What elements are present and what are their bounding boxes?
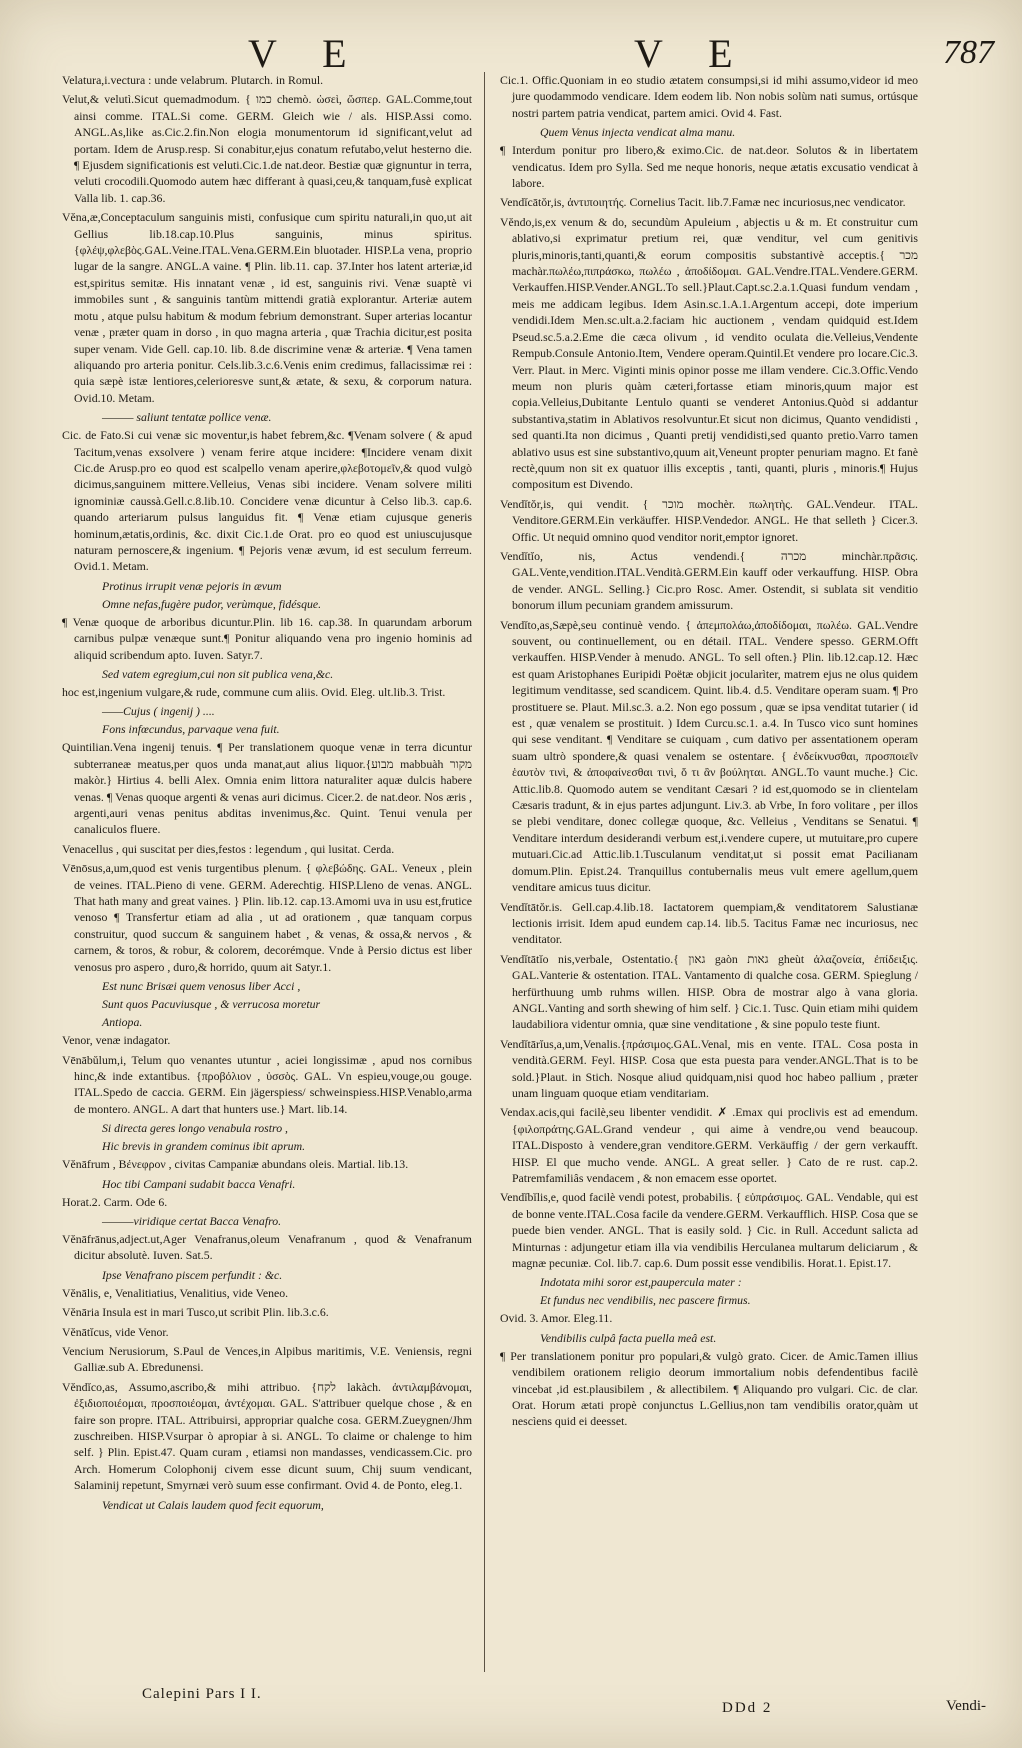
dictionary-entry: Vĕnāria Insula est in mari Tusco,ut scribit Plin. lib.3.c.6.	[62, 1305, 329, 1320]
verse-line: Vendicat ut Calais laudem quod fecit equorum,	[102, 1497, 324, 1512]
catchword: Vendi-	[946, 1698, 986, 1714]
dictionary-entry: Vĕnātĭcus, vide Venor.	[62, 1324, 169, 1339]
dictionary-entry: Vendĭtĭo, nis, Actus vendendi.{ מכרה minchàr.πρᾶσις. GAL.Vente,vendition.ITAL.Vendità.GERM.Ein kauff oder verkauffung. HISP. Obra de vender. ANGL. Selling.} Cic.pro Rosc. Amer. Ostendit, si sublata sit venditio bonorum illum pecuniam grandem amissurum.	[500, 548, 918, 613]
dictionary-entry: Cic. de Fato.Si cui venæ sic moventur,is habet febrem,&c. ¶Venam solvere ( & apud Tacitum,venas exsolvere ) venam ferire atque incidere: ¶Incidere venam dixit Cic.de Arusp.pro eo quod est scalpello venam aperire,φλεβοτομεῖν,& quod vulgò dicimus,sanguinem mittere.Velleius, Venas sibi incidere. Venam solvere militi ignominiæ caussà.Gell.c.8.lib.10. Concidere venæ dicuntur à Celso lib.3. cap.6. quando arteriarum pulsus languidus fit. ¶ Venæ etiam cujusque generis hominum,ætatis,ordinis, &c. dixit Cic.1.de Orat. pro eo quod est uniuscujusque naturam pernoscere,& ingenium. ¶ Pejoris venæ ævum, id est seculum ferreum. Ovid.1. Metam.	[62, 428, 472, 574]
dictionary-entry: Vendĭto,as,Sæpè,seu continuè vendo. { ἀπεμπολάω,ἀποδίδομαι, πωλέω. GAL.Vendre souvent, ou continuellement, ou en détail. ITAL. Vendere spesso. GERM.Offt verkauffen. HISP.Vender à menudo. ANGL. To sell often.} Plin. lib.12.cap.12. Hæc est quam Aristophanes Euripidi Poëtæ objicit jocularìter, matrem ejus ne olus quidem legitimum venditasse, sed scandicem. Quint. lib.4. d.5. Venditare operam suam. ¶ Pro prostituere se. Plaut. Mil.sc.3. a.2. Non ego possum , quæ se ipsa venditat tutarier ( id est , quæ venalem se prostituit. ) Idem Curcu.sc.1. a.4. In Tusco vico sunt homines qui sese venditant. ¶ Venditare se cuiquam , cum dativo per assentationem operam suam ultrò spondere,& quasi venalem se ostentare. { ἐνδείκνυσθαι, προσποιεῖν ἑαυτὸν τινὶ, & ἀποφαίνεσθαι τινὶ, ὅ τι ἂν βούληται. ANGL.To vaunt muche.} Cic. Attic.lib.8. Quomodo autem se venditant Cæsari ? id est,quomodo se in clientelam Cæsaris tradunt, & in ejus partes adjungunt. Liv.3. ab Vrbe, In foro volitare , per illos se plebi venditare, donec collegæ quoque, &c. Velleius , Venditans se Senatui. ¶ Venditare interdum desiderandi verbum est,i.vendere cupere, ut mutuitare,pro cupere mutuari.Cic.ad Attic.lib.1.Tusculanum venditat,ut si possit emat Pacilianam domum.Plin. Epist.24. Tranquillus contubernalis meus vult emere agellum,quem venditare amicus tuus dicitur.	[500, 617, 918, 895]
running-head	[0, 20, 1022, 76]
dictionary-entry: Vēnōsus,a,um,quod est venis turgentibus plenum. { φλεβώδης. GAL. Veneux , plein de veines. ITAL.Pieno di vene. GERM. Aderechtig. HISP.Lleno de venas. ANGL. That hath many and great vaines. } Plin. lib.12. cap.13.Amomi uva in usu est,frutice venoso ¶ Transfertur etiam ad alia , ut ad orationem , quæ tanquam corpus construitur, quod succum & sanguinem habet , & venas, & ossa,& nervos , & carnem, & toros, & robur, & colorem, decorémque. Vnde à Persio dictus est liber venosus pro aspero , duro,& horrido, quum ait Satyr.1.	[62, 861, 472, 974]
dictionary-entry: Vĕna,æ,Conceptaculum sanguinis misti, confusique cum spiritu naturali,in quo,ut ait Gellius lib.18.cap.10.Plus sanguinis, minus spiritus.{φλέψ,φλεβὸς.GAL.Veine.ITAL.Vena.GERM.Ein bluotader. HISP.La vena, proprio lugar de la sangre. ANGL.A vaine. ¶ Plin. lib.11. cap. 37.Inter hos latent arteriæ,id est,spiritus semitæ. His innatant venæ , id est, sanguinis rivi. Venæ suaptè vi immobiles sunt , & sanguinis tantùm mittendi gratià explorantur. Arteriæ autem motu , atque pulsu habitum & modum febrium demonstrant. Super arterias locantur venæ , præter quam in dorso , in quo magna arteria , quæ Trachia dicitur,est posita super venam. Vide Gell. cap.10. lib. 8.de discrimine venæ & arteriæ. ¶ Vena tamen aliquando pro arteria ponitur. Cels.lib.3.c.6.Venis enim credimus, fallacissimæ rei : quia sæpè istæ lentiores,celerioresve sunt,& ætate, & sexu, & corporum natura. Ovid.10. Metam.	[62, 210, 472, 405]
verse-line: Ipse Venafrano piscem perfundit : &c.	[102, 1267, 283, 1282]
dictionary-entry: Vendax.acis,qui facilè,seu libenter vendidit. ✗ .Emax qui proclivis est ad emendum.{φιλοπράτης.GAL.Grand vendeur , qui aime à vendre,ou vend beaucoup. ITAL.Disposto à vendere,gran venditore.GERM. Verkäuffig / der gern verkaufft. HISP. El que mucho vende. ANGL. A great seller. } Cato de re rust. cap.2. Patremfamiliâs vendacem , & non emacem esse oportet.	[500, 1105, 918, 1185]
dictionary-entry: hoc est,ingenium vulgare,& rude, commune cum aliis. Ovid. Eleg. ult.lib.3. Trist.	[62, 685, 446, 699]
verse-line: Et fundus nec vendibilis, nec pascere firmus.	[540, 1293, 751, 1308]
dictionary-entry: Vĕndĭco,as, Assumo,ascribo,& mihi attribuo. {לקח lakàch. ἀντιλαμβάνομαι, ἐξιδιοποιέομαι, προσποιέομαι, ἀντέχομαι. GAL. S'attribuer quelque chose , & en faire son propre. ITAL. Attribuirsi, appropriar qualche cosa. GERM.Zueygnen/Jhm zuschreiben. HISP.Vsurpar ò apropiar à si. ANGL. To claime or chalenge to him self. } Plin. Epist.47. Quam curam , etiamsi non mandasses, vendicassem.Cic. pro Arch. Homerum Colophonij civem esse dicunt suum, Chij suum vendicant, Salaminij repetunt, Smyrnæi verò suum esse confirmant. Ovid 4. de Ponto, eleg.1.	[62, 1379, 472, 1493]
left-running-head: V E	[248, 31, 365, 76]
dictionary-entry: Vēnābŭlum,i, Telum quo venantes utuntur , aciei longissimæ , apud nos cornibus hinc,& inde extantibus. {προβόλιον , ὑσσὸς. GAL. Vn espieu,vouge,ou gouge. ITAL.Spedo de caccia. GERM. Ein jägerspiess/ schweinspiess.HISP.Venablo,arma de montero. ANGL. A dart that hunters use.} Mart. lib.14.	[62, 1052, 472, 1116]
dictionary-entry: ¶ Venæ quoque de arboribus dicuntur.Plin. lib 16. cap.38. In quarundam arborum carnibus pulpæ venæque sunt.¶ Ponitur aliquando vena pro ingenio hominis ad aliquid scribendum apto. Iuven. Satyr.7.	[62, 614, 472, 662]
verse-line: Hoc tibi Campani sudabit bacca Venafri.	[102, 1176, 296, 1191]
dictionary-entry: Vendĭtŏr,is, qui vendit. { מוכר mochèr. πωλητὴς. GAL.Vendeur. ITAL. Venditore.GERM.Ein verkäuffer. HISP.Vendedor. ANGL. He that selleth } Cicer.3. Offic. Ut nequid omnino quod venditor norit,emptor ignoret.	[500, 496, 918, 544]
dictionary-entry: ¶ Per translationem ponitur pro populari,& vulgò grato. Cicer. de Amic.Tamen illius vendibilem orationem religio deorum immortalium nobis defendentibus facilè vincebat ,id est.plausibilem , & allectibilem. ¶ Aliquando pro vulgari. Cic. de clar. Orat. Horum ætati propè conjunctus L.Gellius,non tam vendibilis orator,quàm ut nescìens quid ei deesset.	[500, 1348, 918, 1429]
verse-line: Indotata mihi soror est,paupercula mater :	[540, 1275, 742, 1290]
verse-line: Si directa geres longo venabula rostro ,	[102, 1121, 288, 1136]
verse-line: Sunt quos Pacuviusque , & verrucosa moretur	[102, 997, 321, 1012]
verse-line: Est nunc Brisæi quem venosus liber Acci ,	[102, 979, 301, 994]
dictionary-entry: Vendĭcātŏr,is, ἀντιποιητής. Cornelius Tacit. lib.7.Famæ nec incuriosus,nec vendicator.	[500, 195, 906, 210]
right-column	[500, 72, 918, 1680]
page-number: 787	[943, 34, 994, 71]
verse-line: Omne nefas,fugère pudor, verùmque, fidésque.	[102, 596, 322, 611]
dictionary-entry: Horat.2. Carm. Ode 6.	[62, 1194, 168, 1209]
dictionary-entry: Vĕnāfrānus,adject.ut,Ager Venafranus,oleum Venafranum , quod & Venafranum dicitur absolutè. Iuven. Sat.5.	[62, 1231, 472, 1263]
verse-line: Quem Venus injecta vendicat alma manu.	[540, 125, 736, 140]
dictionary-entry: Velatura,i.vectura : unde velabrum. Plutarch. in Romul.	[62, 73, 324, 87]
dictionary-entry: Vendĭtātĭo nis,verbale, Ostentatio.{ גאון gaòn גאות gheùt ἀλαζονεία, ἐπίδειξις. GAL.Vanterie & ostentation. ITAL. Vantamento di qualche cosa. GERM. Spieglung / herfürthuung umb ruhms willen. HISP. Obra de mostrar algo à vana gloria. ANGL.Vanting and sorth shewing of him self. } Cic.1. Tusc. Quin etiam mihi quidem laudabiliora videntur omnia, quæ sine venditatione , & sine populo teste fiunt.	[500, 951, 918, 1032]
verse-line: Fons infœcundus, parvaque vena fuit.	[102, 722, 280, 737]
dictionary-entry: Cic.1. Offic.Quoniam in eo studio ætatem consumpsi,si id mihi assumo,videor id meo jure quodammodo vendicare. Idem eodem lib. Non nobis solùm nati sumus, ortúsque nostri partem patria vendicat, partem amici. Ovid 4. Fast.	[500, 73, 918, 120]
verse-line: Vendibilis culpâ facta puella meâ est.	[540, 1330, 717, 1345]
dictionary-entry: Vendĭtātŏr.is. Gell.cap.4.lib.18. Iactatorem quempiam,& venditatorem Salustianæ lectionis irrisit. Idem apud eundem cap.14. lib.5. Tacitus Famæ nec incuriosus, nec venditator.	[500, 899, 918, 947]
dictionary-entry: Velut,& velutì.Sicut quemadmodum. { כמו chemò. ὡσεὶ, ὥσπερ. GAL.Comme,tout ainsi comme. ITAL.Si come. GERM. Gleich wie / als. HISP.Assi como. ANGL.As,like as.Cic.2.fin.Non elogia monumentorum id significant,velut ad portam. Idem de Arusp.resp. Si conabitur,ejus conatum refutabo,velut hesterno die. ¶ Ejusdem significationis est veluti.Cic.1.de nat.deor. Bestiæ quæ gignuntur in terra, veluti crocodili.Quomodo autem hæc differant à quasi,ceu,& tanquam,fusè explicat Valla lib. 1. cap.36.	[62, 92, 472, 205]
verse-line: Antiopa.	[102, 1015, 143, 1030]
dictionary-entry: Vencium Nerusiorum, S.Paul de Vences,in Alpibus maritimis, V.E. Veniensis, regni Galliæ.sub A. Ebredunensi.	[62, 1343, 472, 1375]
signature-mark: DDd 2	[722, 1700, 773, 1716]
dictionary-entry: Vĕndo,is,ex venum & do, secundùm Apuleium , abjectis u & m. Et construitur cum ablativo,si exprimatur pretium rei, quæ venditur, vel cum genitivis pluris,minoris,tanti,quanti,& eorum compositis substantivè acceptis.{ מכר machàr.πωλέω,πιπράσκω, πωλέω , ἀποδίδομαι. GAL.Vendre.ITAL.Vendere.GERM. Verkauffen.HISP.Vender.ANGL.To sell.}Plaut.Capt.sc.2.a.1.Quasi fundum vendam , meis me addicam legibus. Idem Asin.sc.1.A.1.Argentum accepi, dote imperium vendidi.Idem Men.sc.ult.a.2.faciam hic auctionem , vendam quidquid est.Idem Pseud.sc.5.a.2.Eme die cæca olivum , id vendito oculata die.Velleius,Vendente Rempub.Consule Antonio.Item, Vendere operam.Quintil.Et vendere pro locare.Cic.3. Verr. Plaut. in Merc. Viginti minis opinor posse me illam vendere. Cic.3.Offic.Vendo meum non pluris quàm cæteri,fortasse etiam minoris,quum major est copia.Velleius,Dubitante Lentulo quanti se venderet Antonius.Quòd si addantur substantiva,statim in Ablativos resolvuntur.Et sicut non dicimus, Quanto vendidisti , sed quanti.Ita non dicimus , Quanti pretij vendidisti,sed quanto pretio.Varro tamen ablativo usus est sine substantivo,quum ait,Veneunt propter penuriam magno. Et fanè rectè,quum non sit ex quatuor illis exceptis , tanti, quanti, pluris , minoris.¶ Hujus compositum est Divendo.	[500, 214, 918, 492]
dictionary-entry: Vendĭbĭlis,e, quod facilè vendi potest, probabilis. { εὐπράσιμος. GAL. Vendable, qui est de bonne vente.ITAL.Cosa facile da vendere.GERM. Verkaufflich. HISP. Cosa que se puede bien vender. ANGL. That is easily sold. } Cic. in Rull. Accedunt salicta ad Minturnas : adjungetur etiam illa via vendibilis Herculanea multarum deliciarum , & magnæ pecuniæ. Col. lib.7. cap.6. Dum possit esse vendibilis. Horat.1. Epist.17.	[500, 1190, 918, 1271]
dictionary-entry: Vĕnālis, e, Venalitiatius, Venalitius, vide Veneo.	[62, 1285, 289, 1300]
verse-line: ———viridique certat Bacca Venafro.	[102, 1213, 282, 1228]
verse-line: Hic brevis in grandem cominus ibit aprum.	[102, 1139, 306, 1154]
dictionary-entry: Vendĭtārĭus,a,um,Venalis.{πράσιμος.GAL.Venal, mis en vente. ITAL. Cosa posta in vendità.GERM. Feyl. HISP. Cosa que esta puesta para vender.ANGL.That is to be sold.}Plaut. in Stich. Nosque aliud quidquam,nisi quod hoc habeo pallium , præter unam linguam quoque etiam venditariam.	[500, 1036, 918, 1100]
dictionary-entry: Venacellus , qui suscitat per dies,festos : legendum , qui lusitat. Cerda.	[62, 841, 395, 856]
verse-line: Sed vatem egregium,cui non sit publica vena,&c.	[102, 667, 334, 681]
dictionary-entry: Vĕnāfrum , Βένεφρον , civitas Campaniæ abundans oleis. Martial. lib.13.	[62, 1157, 409, 1172]
left-column	[62, 72, 472, 1680]
verse-line: Protinus irrupit venæ pejoris in ævum	[102, 578, 282, 593]
verse-line: ——— saliunt tentatæ pollice venæ.	[102, 410, 272, 425]
dictionary-entry: Quintilian.Vena ingenij tenuis. ¶ Per translationem quoque venæ in terra dicuntur subterraneæ meatus,per quos unda manat,aut alius liquor.{מבוע mabbuàh מקור makòr.} Hirtius 4. belli Alex. Omnia enim littora naturaliter aquæ dulcis habere venas. ¶ Venas quoque argenti & venas auri dicimus. Cicer.2. de nat.deor. Nos æris , argenti,auri venas penitus abditas invenimus,&c. Quint. Tenui venula per canaliculos fluere.	[62, 740, 472, 837]
verse-line: ——Cujus ( ingenij ) ....	[102, 704, 215, 719]
dictionary-entry: ¶ Interdum ponitur pro libero,& eximo.Cic. de nat.deor. Solutos & in libertatem vendicatus. Idem pro Sylla. Sed me neque honoris, neque ætatis excusatio vendicat à labore.	[500, 143, 918, 191]
dictionary-entry: Ovid. 3. Amor. Eleg.11.	[500, 1311, 613, 1326]
center-running-head: V E	[634, 31, 751, 76]
book-part-line: Calepini Pars I I.	[142, 1686, 262, 1702]
dictionary-entry: Venor, venæ indagator.	[62, 1033, 171, 1048]
column-divider	[484, 72, 485, 1672]
